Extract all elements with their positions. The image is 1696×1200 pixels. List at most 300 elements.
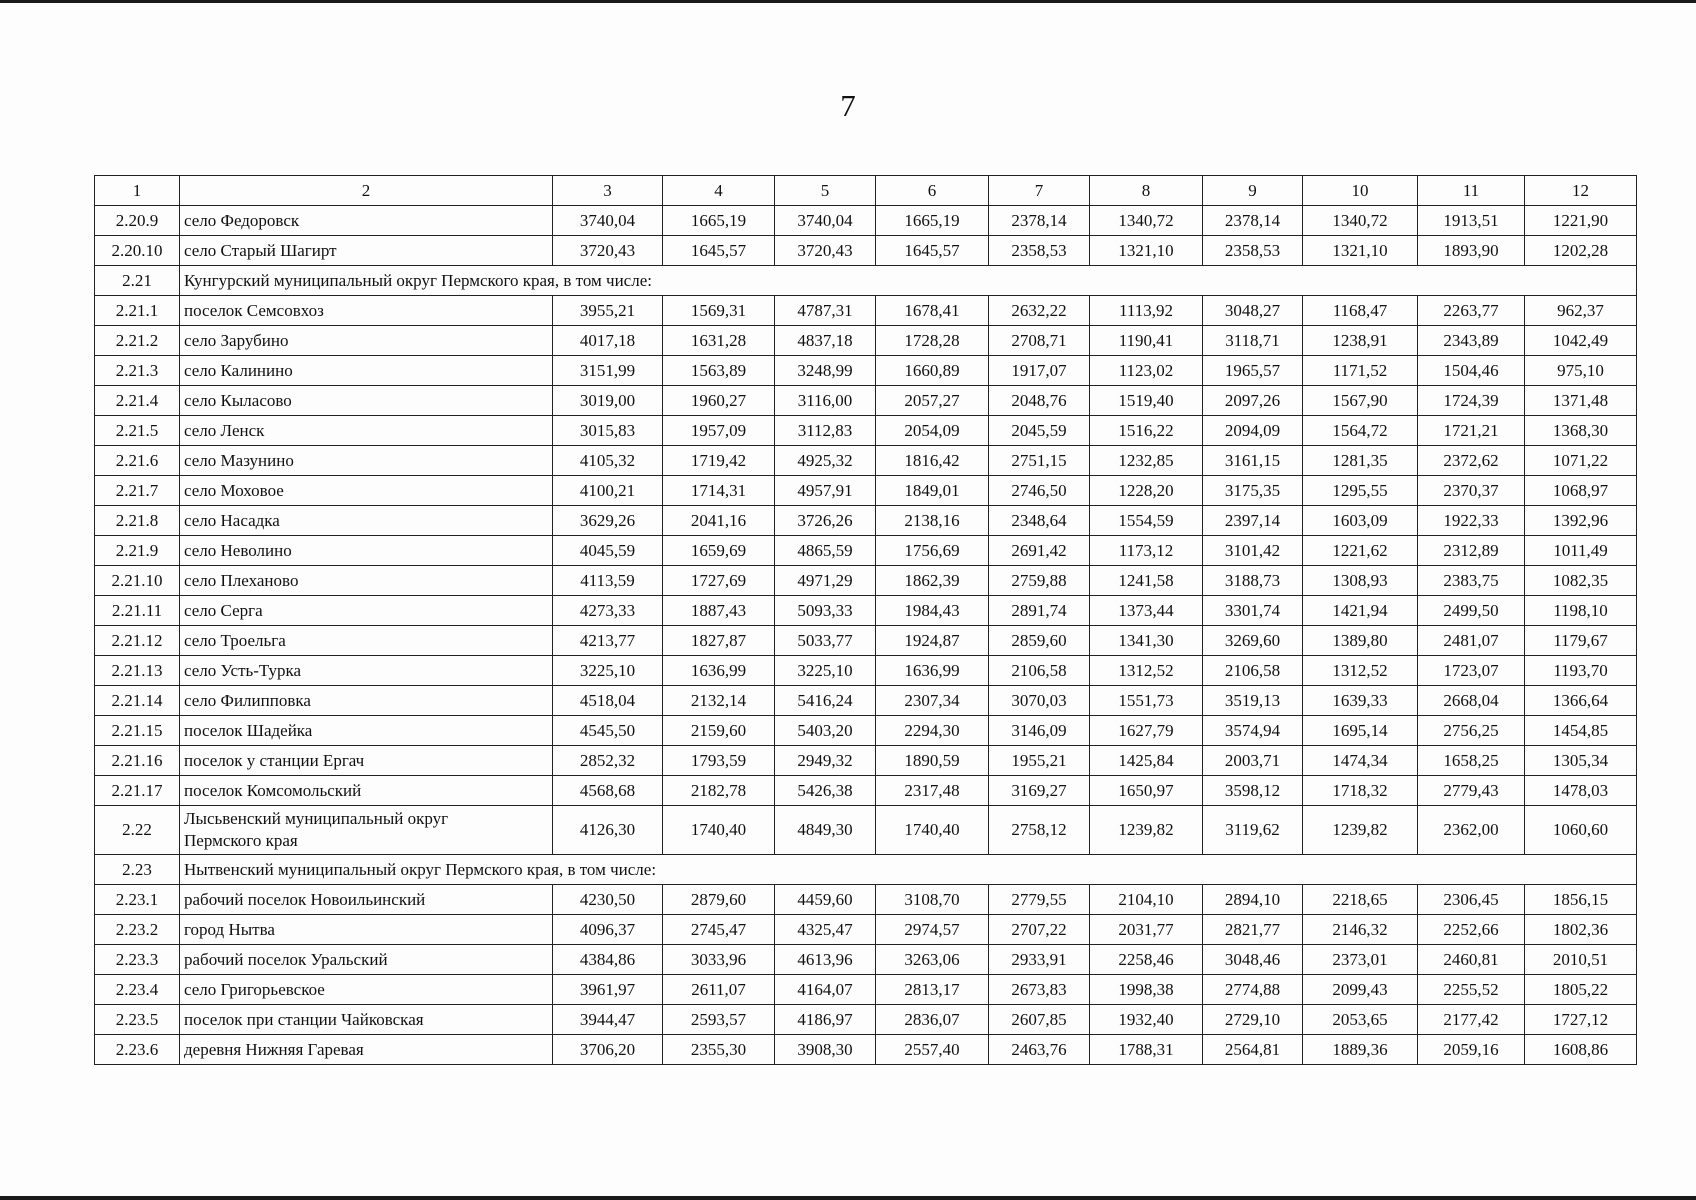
- row-code: 2.21.5: [95, 416, 180, 446]
- settlement-name: село Ленск: [180, 416, 553, 446]
- value-cell-col-4: 1960,27: [663, 386, 775, 416]
- value-cell-col-5: 3720,43: [775, 236, 876, 266]
- row-code: 2.21.1: [95, 296, 180, 326]
- row-code: 2.21.16: [95, 746, 180, 776]
- value-cell-col-6: 1665,19: [876, 206, 989, 236]
- value-cell-col-4: 1645,57: [663, 236, 775, 266]
- settlement-name: село Моховое: [180, 476, 553, 506]
- value-cell-col-4: 1665,19: [663, 206, 775, 236]
- value-cell-col-7: 2758,12: [989, 806, 1090, 855]
- value-cell-col-12: 1802,36: [1525, 915, 1637, 945]
- value-cell-col-4: 1631,28: [663, 326, 775, 356]
- value-cell-col-3: 2852,32: [553, 746, 663, 776]
- table-row: [95, 326, 1637, 356]
- settlement-name-line: Пермского края: [184, 831, 298, 850]
- value-cell-col-6: 1890,59: [876, 746, 989, 776]
- value-cell-col-10: 1221,62: [1303, 536, 1418, 566]
- settlement-name: село Зарубино: [180, 326, 553, 356]
- value-cell-col-9: 2097,26: [1203, 386, 1303, 416]
- value-cell-col-4: 2745,47: [663, 915, 775, 945]
- settlement-name: село Плеханово: [180, 566, 553, 596]
- value-cell-col-3: 3019,00: [553, 386, 663, 416]
- value-cell-col-11: 2263,77: [1418, 296, 1525, 326]
- value-cell-col-10: 1564,72: [1303, 416, 1418, 446]
- value-cell-col-3: 3944,47: [553, 1005, 663, 1035]
- value-cell-col-6: 3108,70: [876, 885, 989, 915]
- value-cell-col-11: 2481,07: [1418, 626, 1525, 656]
- header-row: [95, 176, 1637, 206]
- value-cell-col-9: 2894,10: [1203, 885, 1303, 915]
- value-cell-col-5: 3116,00: [775, 386, 876, 416]
- value-cell-col-11: 2252,66: [1418, 915, 1525, 945]
- table-row: [95, 386, 1637, 416]
- table-row: [95, 945, 1637, 975]
- value-cell-col-9: 3188,73: [1203, 566, 1303, 596]
- value-cell-col-8: 2031,77: [1090, 915, 1203, 945]
- table-row: [95, 686, 1637, 716]
- value-cell-col-6: 1816,42: [876, 446, 989, 476]
- value-cell-col-5: 4837,18: [775, 326, 876, 356]
- value-cell-col-12: 1366,64: [1525, 686, 1637, 716]
- value-cell-col-8: 1312,52: [1090, 656, 1203, 686]
- table-row: [95, 296, 1637, 326]
- value-cell-col-10: 1474,34: [1303, 746, 1418, 776]
- value-cell-col-12: 1221,90: [1525, 206, 1637, 236]
- value-cell-col-11: 1893,90: [1418, 236, 1525, 266]
- value-cell-col-10: 1889,36: [1303, 1035, 1418, 1065]
- column-header-12: 12: [1525, 176, 1637, 206]
- table-row: [95, 356, 1637, 386]
- value-cell-col-7: 2358,53: [989, 236, 1090, 266]
- value-cell-col-10: 1312,52: [1303, 656, 1418, 686]
- value-cell-col-5: 4164,07: [775, 975, 876, 1005]
- settlement-name: село Калинино: [180, 356, 553, 386]
- settlement-name: село Федоровск: [180, 206, 553, 236]
- settlement-name: рабочий поселок Уральский: [180, 945, 553, 975]
- value-cell-col-4: 2593,57: [663, 1005, 775, 1035]
- value-cell-col-3: 3955,21: [553, 296, 663, 326]
- value-cell-col-5: 4925,32: [775, 446, 876, 476]
- row-code: 2.21.2: [95, 326, 180, 356]
- value-cell-col-10: 1238,91: [1303, 326, 1418, 356]
- table-row: [95, 716, 1637, 746]
- value-cell-col-4: 1957,09: [663, 416, 775, 446]
- value-cell-col-9: 3118,71: [1203, 326, 1303, 356]
- value-cell-col-10: 1389,80: [1303, 626, 1418, 656]
- value-cell-col-3: 4045,59: [553, 536, 663, 566]
- value-cell-col-8: 1650,97: [1090, 776, 1203, 806]
- settlement-name: поселок при станции Чайковская: [180, 1005, 553, 1035]
- settlement-name-line: Лысьвенский муниципальный округ: [184, 809, 449, 828]
- value-cell-col-8: 1519,40: [1090, 386, 1203, 416]
- value-cell-col-7: 2779,55: [989, 885, 1090, 915]
- value-cell-col-7: 3169,27: [989, 776, 1090, 806]
- value-cell-col-6: 3263,06: [876, 945, 989, 975]
- value-cell-col-12: 1179,67: [1525, 626, 1637, 656]
- value-cell-col-9: 3301,74: [1203, 596, 1303, 626]
- value-cell-col-9: 3119,62: [1203, 806, 1303, 855]
- row-code: 2.23.4: [95, 975, 180, 1005]
- value-cell-col-4: 1569,31: [663, 296, 775, 326]
- value-cell-col-5: 4865,59: [775, 536, 876, 566]
- value-cell-col-6: 2557,40: [876, 1035, 989, 1065]
- value-cell-col-9: 3175,35: [1203, 476, 1303, 506]
- value-cell-col-8: 2104,10: [1090, 885, 1203, 915]
- value-cell-col-5: 4957,91: [775, 476, 876, 506]
- settlement-name: село Григорьевское: [180, 975, 553, 1005]
- settlement-name: рабочий поселок Новоильинский: [180, 885, 553, 915]
- value-cell-col-11: 2312,89: [1418, 536, 1525, 566]
- value-cell-col-11: 1504,46: [1418, 356, 1525, 386]
- value-cell-col-8: 1321,10: [1090, 236, 1203, 266]
- value-cell-col-6: 2307,34: [876, 686, 989, 716]
- row-code: 2.20.9: [95, 206, 180, 236]
- value-cell-col-5: 4971,29: [775, 566, 876, 596]
- value-cell-col-8: 1239,82: [1090, 806, 1203, 855]
- value-cell-col-5: 4787,31: [775, 296, 876, 326]
- value-cell-col-3: 4568,68: [553, 776, 663, 806]
- scan-edge-top: [0, 0, 1696, 3]
- row-code: 2.21.6: [95, 446, 180, 476]
- value-cell-col-4: 1719,42: [663, 446, 775, 476]
- value-cell-col-9: 2397,14: [1203, 506, 1303, 536]
- value-cell-col-8: 1340,72: [1090, 206, 1203, 236]
- value-cell-col-8: 1241,58: [1090, 566, 1203, 596]
- value-cell-col-6: 1756,69: [876, 536, 989, 566]
- scan-edge-bottom: [0, 1196, 1696, 1200]
- value-cell-col-3: 4213,77: [553, 626, 663, 656]
- value-cell-col-6: 1660,89: [876, 356, 989, 386]
- settlement-name: поселок Комсомольский: [180, 776, 553, 806]
- value-cell-col-6: 2294,30: [876, 716, 989, 746]
- table-row: [95, 236, 1637, 266]
- value-cell-col-8: 1788,31: [1090, 1035, 1203, 1065]
- value-cell-col-11: 2460,81: [1418, 945, 1525, 975]
- value-cell-col-12: 1068,97: [1525, 476, 1637, 506]
- value-cell-col-9: 2094,09: [1203, 416, 1303, 446]
- value-cell-col-4: 1740,40: [663, 806, 775, 855]
- value-cell-col-12: 1478,03: [1525, 776, 1637, 806]
- row-code: 2.21.12: [95, 626, 180, 656]
- value-cell-col-6: 1924,87: [876, 626, 989, 656]
- value-cell-col-9: 3161,15: [1203, 446, 1303, 476]
- value-cell-col-12: 1608,86: [1525, 1035, 1637, 1065]
- table-row: [95, 416, 1637, 446]
- table-row: [95, 1035, 1637, 1065]
- value-cell-col-12: 1082,35: [1525, 566, 1637, 596]
- value-cell-col-11: 1721,21: [1418, 416, 1525, 446]
- table-row: [95, 566, 1637, 596]
- value-cell-col-6: 1645,57: [876, 236, 989, 266]
- row-code: 2.23.5: [95, 1005, 180, 1035]
- value-cell-col-5: 4849,30: [775, 806, 876, 855]
- value-cell-col-9: 3048,46: [1203, 945, 1303, 975]
- value-cell-col-7: 2045,59: [989, 416, 1090, 446]
- value-cell-col-5: 5403,20: [775, 716, 876, 746]
- value-cell-col-8: 2258,46: [1090, 945, 1203, 975]
- value-cell-col-12: 975,10: [1525, 356, 1637, 386]
- value-cell-col-12: 1071,22: [1525, 446, 1637, 476]
- value-cell-col-12: 1856,15: [1525, 885, 1637, 915]
- value-cell-col-5: 2949,32: [775, 746, 876, 776]
- value-cell-col-10: 1639,33: [1303, 686, 1418, 716]
- settlement-name: село Усть-Турка: [180, 656, 553, 686]
- settlement-name: деревня Нижняя Гаревая: [180, 1035, 553, 1065]
- value-cell-col-11: 1658,25: [1418, 746, 1525, 776]
- settlement-name: село Кыласово: [180, 386, 553, 416]
- value-cell-col-8: 1554,59: [1090, 506, 1203, 536]
- table-row: [95, 596, 1637, 626]
- value-cell-col-7: 2891,74: [989, 596, 1090, 626]
- tariff-table: [94, 175, 1637, 1065]
- value-cell-col-5: 3740,04: [775, 206, 876, 236]
- value-cell-col-4: 2879,60: [663, 885, 775, 915]
- section-row: [95, 266, 1637, 296]
- value-cell-col-3: 3225,10: [553, 656, 663, 686]
- value-cell-col-11: 2059,16: [1418, 1035, 1525, 1065]
- value-cell-col-9: 2774,88: [1203, 975, 1303, 1005]
- value-cell-col-6: 1849,01: [876, 476, 989, 506]
- value-cell-col-6: 1728,28: [876, 326, 989, 356]
- settlement-name: село Старый Шагирт: [180, 236, 553, 266]
- value-cell-col-9: 3574,94: [1203, 716, 1303, 746]
- value-cell-col-9: 3048,27: [1203, 296, 1303, 326]
- settlement-name: село Неволино: [180, 536, 553, 566]
- value-cell-col-10: 1718,32: [1303, 776, 1418, 806]
- value-cell-col-6: 2054,09: [876, 416, 989, 446]
- value-cell-col-8: 1173,12: [1090, 536, 1203, 566]
- value-cell-col-3: 3740,04: [553, 206, 663, 236]
- value-cell-col-10: 2146,32: [1303, 915, 1418, 945]
- value-cell-col-10: 1340,72: [1303, 206, 1418, 236]
- value-cell-col-8: 1228,20: [1090, 476, 1203, 506]
- row-code: 2.21.17: [95, 776, 180, 806]
- table-row: [95, 1005, 1637, 1035]
- column-header-11: 11: [1418, 176, 1525, 206]
- value-cell-col-7: 2708,71: [989, 326, 1090, 356]
- value-cell-col-4: 1714,31: [663, 476, 775, 506]
- value-cell-col-9: 2821,77: [1203, 915, 1303, 945]
- column-header-10: 10: [1303, 176, 1418, 206]
- column-header-9: 9: [1203, 176, 1303, 206]
- value-cell-col-11: 2499,50: [1418, 596, 1525, 626]
- value-cell-col-10: 1695,14: [1303, 716, 1418, 746]
- value-cell-col-6: 2836,07: [876, 1005, 989, 1035]
- table-row: [95, 975, 1637, 1005]
- column-header-2: 2: [180, 176, 553, 206]
- table-body: [95, 176, 1637, 1065]
- value-cell-col-5: 4186,97: [775, 1005, 876, 1035]
- value-cell-col-5: 3112,83: [775, 416, 876, 446]
- row-code: 2.21.11: [95, 596, 180, 626]
- value-cell-col-7: 1917,07: [989, 356, 1090, 386]
- value-cell-col-12: 1011,49: [1525, 536, 1637, 566]
- settlement-name: город Нытва: [180, 915, 553, 945]
- value-cell-col-3: 4126,30: [553, 806, 663, 855]
- value-cell-col-9: 3519,13: [1203, 686, 1303, 716]
- value-cell-col-10: 1321,10: [1303, 236, 1418, 266]
- value-cell-col-11: 2343,89: [1418, 326, 1525, 356]
- value-cell-col-3: 4100,21: [553, 476, 663, 506]
- value-cell-col-7: 2673,83: [989, 975, 1090, 1005]
- value-cell-col-10: 1308,93: [1303, 566, 1418, 596]
- value-cell-col-4: 1887,43: [663, 596, 775, 626]
- row-code: 2.21.10: [95, 566, 180, 596]
- value-cell-col-6: 1862,39: [876, 566, 989, 596]
- value-cell-col-3: 3151,99: [553, 356, 663, 386]
- value-cell-col-10: 1295,55: [1303, 476, 1418, 506]
- value-cell-col-7: 2106,58: [989, 656, 1090, 686]
- table-row: [95, 536, 1637, 566]
- value-cell-col-11: 2668,04: [1418, 686, 1525, 716]
- value-cell-col-4: 1659,69: [663, 536, 775, 566]
- value-cell-col-8: 1190,41: [1090, 326, 1203, 356]
- value-cell-col-6: 2974,57: [876, 915, 989, 945]
- settlement-name: село Мазунино: [180, 446, 553, 476]
- row-code: 2.21.4: [95, 386, 180, 416]
- value-cell-col-4: 1827,87: [663, 626, 775, 656]
- value-cell-col-5: 4613,96: [775, 945, 876, 975]
- value-cell-col-12: 1193,70: [1525, 656, 1637, 686]
- value-cell-col-6: 1984,43: [876, 596, 989, 626]
- value-cell-col-9: 3598,12: [1203, 776, 1303, 806]
- column-header-8: 8: [1090, 176, 1203, 206]
- value-cell-col-7: 2463,76: [989, 1035, 1090, 1065]
- value-cell-col-5: 3726,26: [775, 506, 876, 536]
- table-row: [95, 746, 1637, 776]
- value-cell-col-10: 2099,43: [1303, 975, 1418, 1005]
- value-cell-col-7: 3070,03: [989, 686, 1090, 716]
- section-title: Кунгурский муниципальный округ Пермского края, в том числе:: [180, 266, 1637, 296]
- value-cell-col-5: 4325,47: [775, 915, 876, 945]
- row-code: 2.23: [95, 855, 180, 885]
- row-code: 2.23.2: [95, 915, 180, 945]
- value-cell-col-12: 1042,49: [1525, 326, 1637, 356]
- table-row: [95, 656, 1637, 686]
- row-code: 2.21.15: [95, 716, 180, 746]
- row-code: 2.21.14: [95, 686, 180, 716]
- value-cell-col-7: 2751,15: [989, 446, 1090, 476]
- value-cell-col-10: 2218,65: [1303, 885, 1418, 915]
- table-row: [95, 626, 1637, 656]
- value-cell-col-10: 1567,90: [1303, 386, 1418, 416]
- value-cell-col-10: 1168,47: [1303, 296, 1418, 326]
- row-code: 2.21: [95, 266, 180, 296]
- value-cell-col-3: 3961,97: [553, 975, 663, 1005]
- column-header-7: 7: [989, 176, 1090, 206]
- value-cell-col-8: 1123,02: [1090, 356, 1203, 386]
- value-cell-col-6: 2317,48: [876, 776, 989, 806]
- value-cell-col-11: 1723,07: [1418, 656, 1525, 686]
- value-cell-col-4: 2611,07: [663, 975, 775, 1005]
- row-code: 2.20.10: [95, 236, 180, 266]
- value-cell-col-5: 5426,38: [775, 776, 876, 806]
- value-cell-col-12: 1202,28: [1525, 236, 1637, 266]
- value-cell-col-3: 4096,37: [553, 915, 663, 945]
- column-header-3: 3: [553, 176, 663, 206]
- table-row: [95, 446, 1637, 476]
- value-cell-col-4: 1636,99: [663, 656, 775, 686]
- value-cell-col-7: 3146,09: [989, 716, 1090, 746]
- value-cell-col-9: 3269,60: [1203, 626, 1303, 656]
- row-code: 2.22: [95, 806, 180, 855]
- value-cell-col-6: 1678,41: [876, 296, 989, 326]
- table-row: [95, 206, 1637, 236]
- settlement-name: село Филипповка: [180, 686, 553, 716]
- value-cell-col-3: 4105,32: [553, 446, 663, 476]
- value-cell-col-6: 1636,99: [876, 656, 989, 686]
- value-cell-col-4: 1727,69: [663, 566, 775, 596]
- value-cell-col-10: 2053,65: [1303, 1005, 1418, 1035]
- value-cell-col-10: 2373,01: [1303, 945, 1418, 975]
- row-code: 2.21.7: [95, 476, 180, 506]
- settlement-name: село Троельга: [180, 626, 553, 656]
- value-cell-col-6: 2057,27: [876, 386, 989, 416]
- settlement-name: село Серга: [180, 596, 553, 626]
- column-header-6: 6: [876, 176, 989, 206]
- value-cell-col-8: 1425,84: [1090, 746, 1203, 776]
- row-code: 2.23.3: [95, 945, 180, 975]
- value-cell-col-8: 1341,30: [1090, 626, 1203, 656]
- value-cell-col-3: 4545,50: [553, 716, 663, 746]
- section-title: Нытвенский муниципальный округ Пермского края, в том числе:: [180, 855, 1637, 885]
- row-code: 2.23.6: [95, 1035, 180, 1065]
- value-cell-col-11: 1913,51: [1418, 206, 1525, 236]
- settlement-name: поселок Шадейка: [180, 716, 553, 746]
- value-cell-col-11: 1922,33: [1418, 506, 1525, 536]
- value-cell-col-4: 2355,30: [663, 1035, 775, 1065]
- value-cell-col-9: 1965,57: [1203, 356, 1303, 386]
- value-cell-col-11: 2756,25: [1418, 716, 1525, 746]
- value-cell-col-11: 2306,45: [1418, 885, 1525, 915]
- value-cell-col-7: 2378,14: [989, 206, 1090, 236]
- value-cell-col-4: 2159,60: [663, 716, 775, 746]
- value-cell-col-9: 2106,58: [1203, 656, 1303, 686]
- value-cell-col-7: 2746,50: [989, 476, 1090, 506]
- value-cell-col-11: 2177,42: [1418, 1005, 1525, 1035]
- value-cell-col-3: 4230,50: [553, 885, 663, 915]
- value-cell-col-4: 2132,14: [663, 686, 775, 716]
- value-cell-col-9: 2729,10: [1203, 1005, 1303, 1035]
- value-cell-col-4: 2182,78: [663, 776, 775, 806]
- value-cell-col-4: 1793,59: [663, 746, 775, 776]
- value-cell-col-8: 1551,73: [1090, 686, 1203, 716]
- section-row: [95, 855, 1637, 885]
- value-cell-col-7: 2348,64: [989, 506, 1090, 536]
- value-cell-col-8: 1627,79: [1090, 716, 1203, 746]
- value-cell-col-9: 2003,71: [1203, 746, 1303, 776]
- value-cell-col-12: 1371,48: [1525, 386, 1637, 416]
- value-cell-col-7: 2933,91: [989, 945, 1090, 975]
- row-code: 2.21.13: [95, 656, 180, 686]
- value-cell-col-10: 1281,35: [1303, 446, 1418, 476]
- value-cell-col-8: 1373,44: [1090, 596, 1203, 626]
- value-cell-col-3: 3015,83: [553, 416, 663, 446]
- value-cell-col-7: 2632,22: [989, 296, 1090, 326]
- value-cell-col-4: 3033,96: [663, 945, 775, 975]
- value-cell-col-3: 3706,20: [553, 1035, 663, 1065]
- value-cell-col-12: 1305,34: [1525, 746, 1637, 776]
- table-row: [95, 476, 1637, 506]
- value-cell-col-8: 1232,85: [1090, 446, 1203, 476]
- value-cell-col-3: 3629,26: [553, 506, 663, 536]
- value-cell-col-6: 2138,16: [876, 506, 989, 536]
- value-cell-col-7: 2607,85: [989, 1005, 1090, 1035]
- value-cell-col-10: 1239,82: [1303, 806, 1418, 855]
- value-cell-col-4: 2041,16: [663, 506, 775, 536]
- value-cell-col-11: 2255,52: [1418, 975, 1525, 1005]
- value-cell-col-5: 5093,33: [775, 596, 876, 626]
